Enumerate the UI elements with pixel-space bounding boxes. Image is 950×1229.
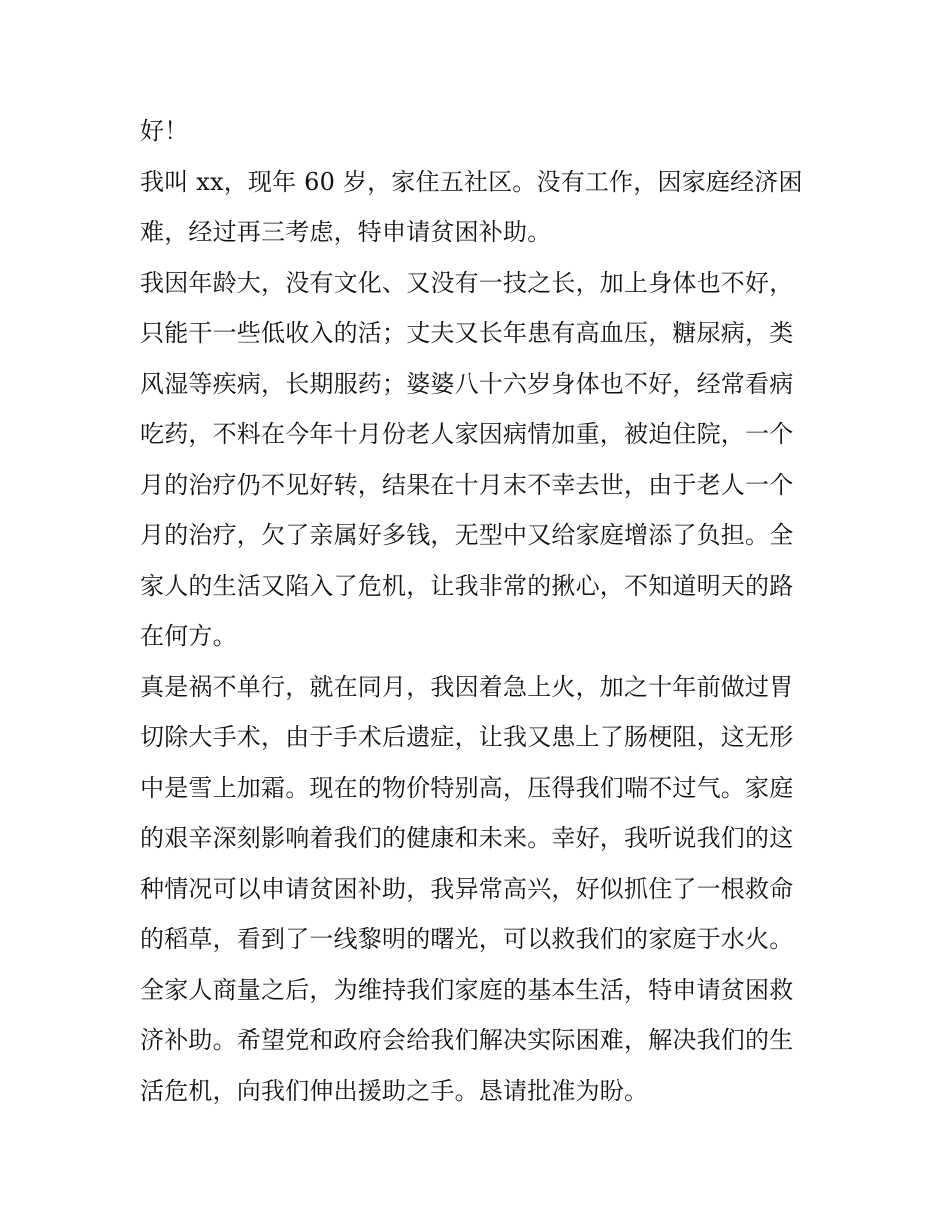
- text-line: 的艰辛深刻影响着我们的健康和未来。幸好，我听说我们的这: [140, 824, 794, 852]
- letter-body: [140, 106, 820, 1116]
- text-line: 的稻草，看到了一线黎明的曙光，可以救我们的家庭于水火。: [140, 925, 794, 953]
- text-line: 月的治疗仍不见好转，结果在十月末不幸去世，由于老人一个: [140, 470, 794, 499]
- text-line: 月的治疗，欠了亲属好多钱，无型中又给家庭增添了负担。全: [140, 521, 794, 549]
- text-line: 只能干一些低收入的活；丈夫又长年患有高血压，糖尿病，类: [140, 319, 794, 347]
- text-line: 中是雪上加霜。现在的物价特别高，压得我们喘不过气。家庭: [140, 773, 794, 802]
- text-line: 种情况可以申请贫困补助，我异常高兴，好似抓住了一根救命: [140, 874, 794, 903]
- text-line: 难，经过再三考虑，特申请贫困补助。: [140, 218, 552, 246]
- text-line: 我因年龄大，没有文化、又没有一技之长，加上身体也不好，: [140, 268, 794, 297]
- text-line: 我叫 xx，现年 60 岁，家住五社区。没有工作，因家庭经济困: [140, 167, 803, 196]
- text-line: 全家人商量之后，为维持我们家庭的基本生活，特申请贫困救: [140, 975, 794, 1004]
- text-line: 真是祸不单行，就在同月，我因着急上火，加之十年前做过胃: [140, 672, 794, 701]
- text-line: 家人的生活又陷入了危机，让我非常的揪心，不知道明天的路: [140, 571, 794, 600]
- text-line: 活危机，向我们伸出援助之手。恳请批准为盼。: [140, 1076, 649, 1105]
- text-line: 在何方。: [140, 622, 237, 650]
- text-line: 好！: [140, 117, 189, 145]
- text-line: 济补助。希望党和政府会给我们解决实际困难，解决我们的生: [140, 1026, 794, 1054]
- text-line: 吃药，不料在今年十月份老人家因病情加重，被迫住院，一个: [140, 420, 794, 448]
- text-line: 切除大手术，由于手术后遗症，让我又患上了肠梗阻，这无形: [140, 723, 794, 751]
- text-line: 风湿等疾病，长期服药；婆婆八十六岁身体也不好，经常看病: [140, 369, 794, 398]
